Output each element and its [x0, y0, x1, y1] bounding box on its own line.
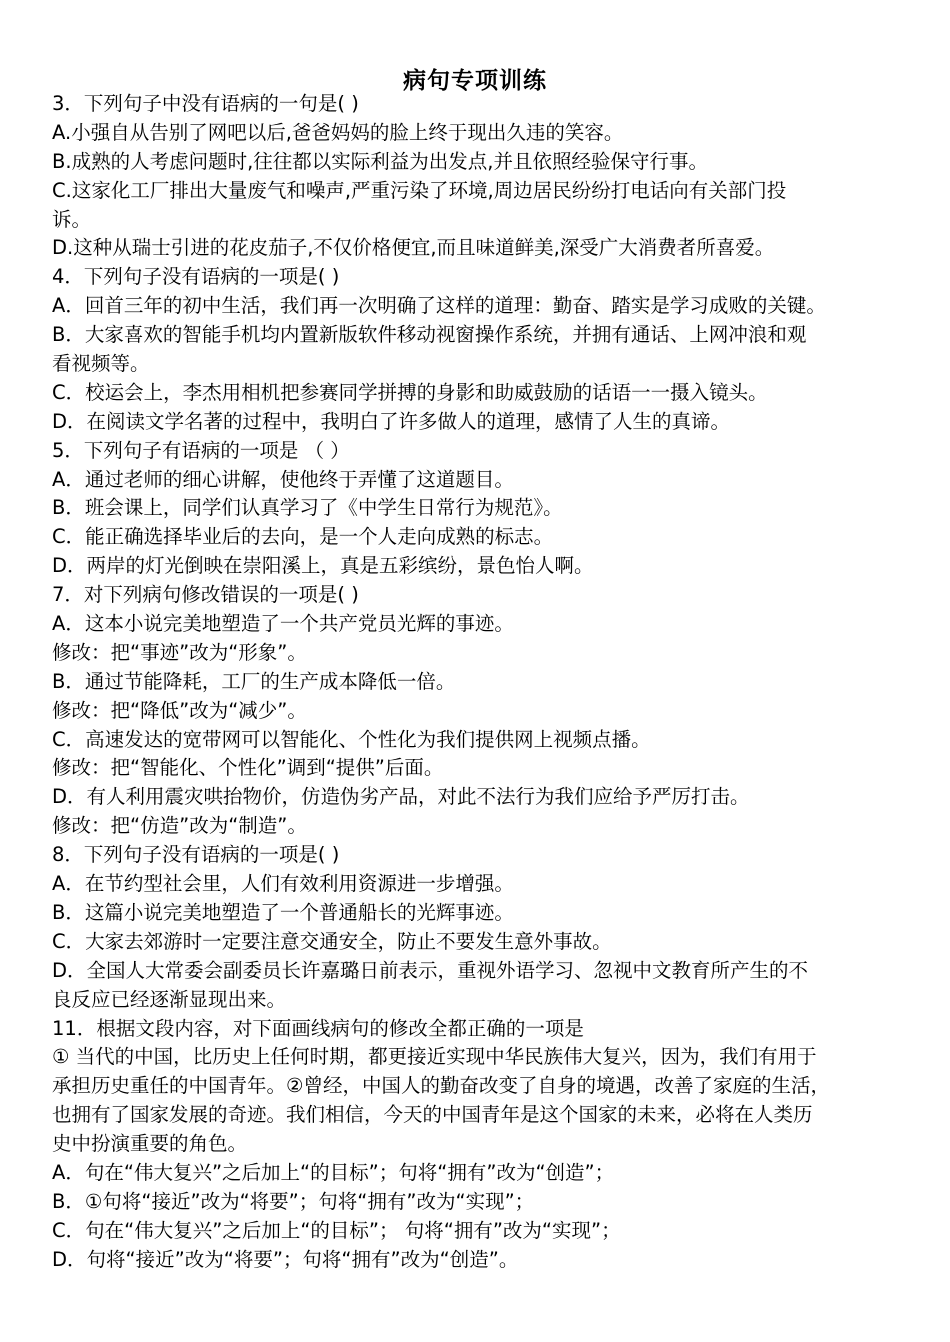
question-5-option-a: A．通过老师的细心讲解，使他终于弄懂了这道题目。 — [52, 467, 514, 491]
question-3-option-a: A.小强自从告别了网吧以后,爸爸妈妈的脸上终于现出久违的笑容。 — [52, 120, 624, 144]
question-11-option-d: D．句将“接近”改为“将要”；句将“拥有”改为“创造”。 — [52, 1247, 519, 1271]
question-7-revision-a: 修改：把“事迹”改为“形象”。 — [52, 640, 307, 664]
question-7-option-b: B．通过节能降耗，工厂的生产成本降低一倍。 — [52, 669, 456, 693]
question-5-option-d: D．两岸的灯光倒映在崇阳溪上，真是五彩缤纷，景色怡人啊。 — [52, 554, 594, 578]
question-11-passage-line-2: 承担历史重任的中国青年。②曾经，中国人的勤奋改变了自身的境遇，改善了家庭的生活， — [52, 1074, 830, 1098]
page-title: 病句专项训练 — [403, 67, 547, 94]
question-11-passage-line-4: 史中扮演重要的角色。 — [52, 1132, 248, 1156]
question-3-stem: 3．下列句子中没有语病的一句是( ) — [52, 92, 359, 115]
question-8-stem: 8．下列句子没有语病的一项是( ) — [52, 843, 340, 867]
question-3-option-d: D.这种从瑞士引进的花皮茄子,不仅价格便宜,而且味道鲜美,深受广大消费者所喜爱。 — [52, 236, 775, 260]
question-4-option-d: D．在阅读文学名著的过程中，我明白了许多做人的道理，感情了人生的真谛。 — [52, 409, 731, 433]
question-7-stem: 7．对下列病句修改错误的一项是( ) — [52, 583, 359, 607]
question-8-option-d: D．全国人大常委会副委员长许嘉璐日前表示，重视外语学习、忽视中文教育所产生的不 — [52, 958, 809, 982]
question-5-option-c: C．能正确选择毕业后的去向，是一个人走向成熟的标志。 — [52, 525, 554, 549]
question-5-stem: 5．下列句子有语病的一项是 （ ） — [52, 438, 350, 462]
question-7-option-d: D．有人利用震灾哄抬物价，仿造伪劣产品，对此不法行为我们应给予严厉打击。 — [52, 785, 750, 809]
question-5-option-b: B．班会课上，同学们认真学习了《中学生日常行为规范》。 — [52, 496, 563, 520]
question-7-revision-c: 修改：把“智能化、个性化”调到“提供”后面。 — [52, 756, 444, 780]
question-8-option-b: B．这篇小说完美地塑造了一个普通船长的光辉事迹。 — [52, 900, 514, 924]
question-8-option-d-cont: 良反应已经逐渐显现出来。 — [52, 987, 287, 1011]
question-4-stem: 4．下列句子没有语病的一项是( ) — [52, 265, 340, 289]
question-11-option-c: C．句在“伟大复兴”之后加上“的目标”； 句将“拥有”改为“实现”； — [52, 1218, 621, 1242]
question-4-option-a: A．回首三年的初中生活，我们再一次明确了这样的道理：勤奋、踏实是学习成败的关键。 — [52, 294, 826, 318]
question-11-option-b: B．①句将“接近”改为“将要”；句将“拥有”改为“实现”； — [52, 1189, 535, 1213]
question-11-option-a: A．句在“伟大复兴”之后加上“的目标”；句将“拥有”改为“创造”； — [52, 1160, 615, 1184]
question-11-passage-line-3: 也拥有了国家发展的奇迹。我们相信，今天的中国青年是这个国家的未来，必将在人类历 — [52, 1103, 813, 1127]
question-7-revision-b: 修改：把“降低”改为“减少”。 — [52, 698, 307, 722]
question-3-option-c-cont: 诉。 — [52, 207, 92, 231]
question-7-revision-d: 修改：把“仿造”改为“制造”。 — [52, 814, 307, 838]
question-8-option-c: C．大家去郊游时一定要注意交通安全，防止不要发生意外事故。 — [52, 929, 612, 953]
question-7-option-c: C．高速发达的宽带网可以智能化、个性化为我们提供网上视频点播。 — [52, 727, 651, 751]
question-7-option-a: A．这本小说完美地塑造了一个共产党员光辉的事迹。 — [52, 612, 514, 636]
question-4-option-c: C．校运会上，李杰用相机把参赛同学拼搏的身影和助威鼓励的话语一一摄入镜头。 — [52, 380, 768, 404]
question-8-option-a: A．在节约型社会里，人们有效利用资源进一步增强。 — [52, 872, 514, 896]
question-11-passage-line-1: ① 当代的中国，比历史上任何时期，都更接近实现中华民族伟大复兴，因为，我们有用于 — [52, 1045, 817, 1069]
question-11-stem: 11．根据文段内容，对下面画线病句的修改全都正确的一项是 — [52, 1016, 584, 1040]
document-body — [52, 90, 912, 1275]
question-3-option-c: C.这家化工厂排出大量废气和噪声,严重污染了环境,周边居民纷纷打电话向有关部门投 — [52, 178, 787, 202]
question-3-option-b: B.成熟的人考虑问题时,往往都以实际利益为出发点,并且依照经验保守行事。 — [52, 149, 708, 173]
question-4-option-b-cont: 看视频等。 — [52, 352, 150, 376]
question-4-option-b: B．大家喜欢的智能手机均内置新版软件移动视窗操作系统，并拥有通话、上网冲浪和观 — [52, 323, 807, 347]
